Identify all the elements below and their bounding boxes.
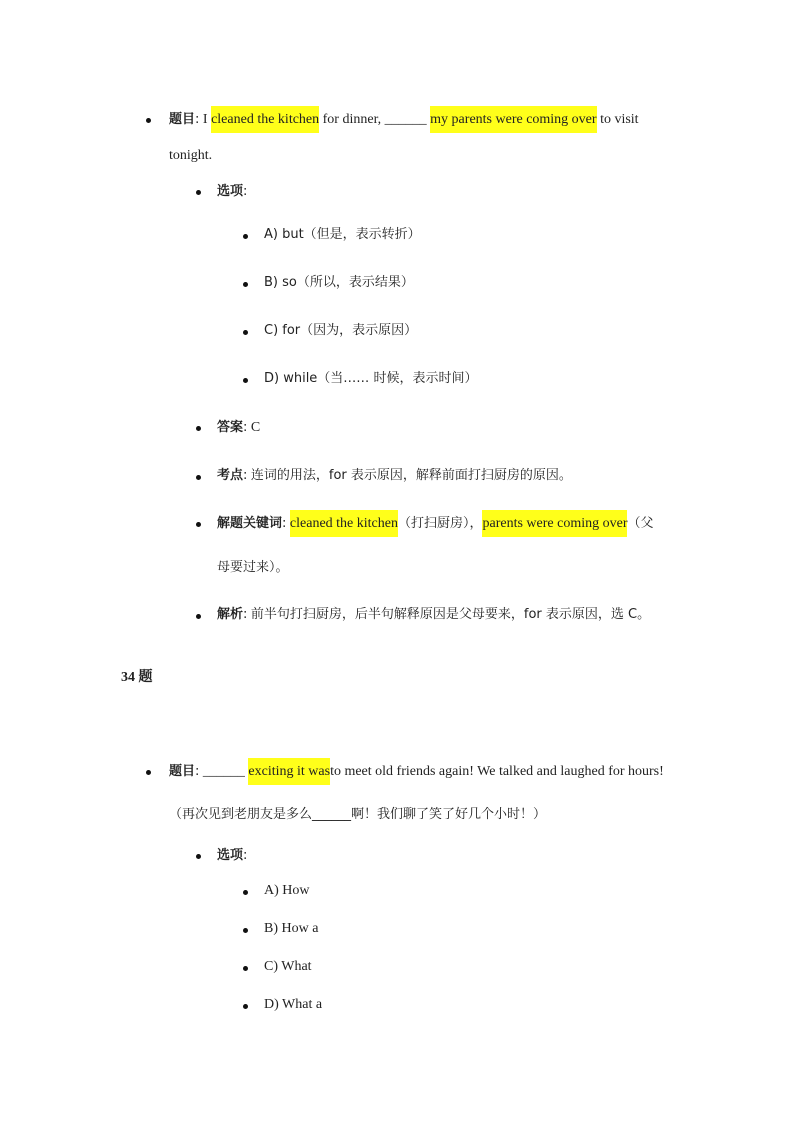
question-line-2: tonight. [169,148,213,163]
highlight-keyword: cleaned the kitchen [211,106,319,133]
option-c: C) for（因为，表示原因） [264,323,418,338]
question-line-1: 题目: I cleaned the kitchen for dinner, ______ my parents were coming over to visit [169,110,639,130]
bullet [146,770,151,775]
bullet [243,378,248,383]
keywords-line-1: 解题关键词: cleaned the kitchen（打扫厨房），parents were coming over（父 [217,514,654,534]
question-text-mid: for dinner, ______ [322,112,427,127]
highlight-keyword: my parents were coming over [430,106,596,133]
answer-value: C [250,420,261,435]
question-text-post: to visit [600,112,639,127]
option-c: C) What [264,959,312,974]
analysis-line: 解析: 前半句打扫厨房，后半句解释原因是父母要来，for 表示原因，选 C。 [217,607,651,622]
bullet [243,330,248,335]
highlight-keyword: cleaned the kitchen [290,510,398,537]
option-d: D) What a [264,997,323,1012]
point-text: 连词的用法，for 表示原因，解释前面打扫厨房的原因。 [250,468,572,483]
answer-line: 答案: C [217,420,261,435]
bullet [243,966,248,971]
bullet [196,190,201,195]
bullet [243,234,248,239]
highlight-keyword: parents were coming over [482,510,627,537]
option-b: B) so（所以，表示结果） [264,275,414,290]
question-line-1: 题目: ______ exciting it wasto meet old friends again! We talked and laughed for hours! [169,762,664,782]
bullet [243,1004,248,1009]
question-text-post: to meet old friends again! We talked and laughed for hours! [330,764,664,779]
question-label: 题目 [169,112,196,127]
option-a: A) How [264,883,310,898]
bullet [196,854,201,859]
options-heading: 选项: [217,184,248,199]
option-b: B) How a [264,921,319,936]
bullet [196,426,201,431]
question-text-pre: I [202,112,208,127]
bullet [243,282,248,287]
bullet [243,890,248,895]
bullet [196,614,201,619]
point-line: 考点: 连词的用法，for 表示原因，解释前面打扫厨房的原因。 [217,468,572,483]
bullet [146,118,151,123]
section-title: 34 题 [121,670,153,685]
option-a: A) but（但是，表示转折） [264,227,421,242]
options-heading: 选项: [217,848,248,863]
bullet [196,475,201,480]
question-label: 题目 [169,764,196,779]
bullet [243,928,248,933]
highlight-keyword: exciting it was [248,758,330,785]
bullet [196,522,201,527]
option-d: D) while（当…… 时候，表示时间） [264,371,478,386]
analysis-text: 前半句打扫厨房，后半句解释原因是父母要来，for 表示原因，选 C。 [250,607,651,622]
keywords-line-2: 母要过来）。 [217,560,289,575]
translation-line: （再次见到老朋友是多么______啊！我们聊了笑了好几个小时！） [169,807,547,822]
